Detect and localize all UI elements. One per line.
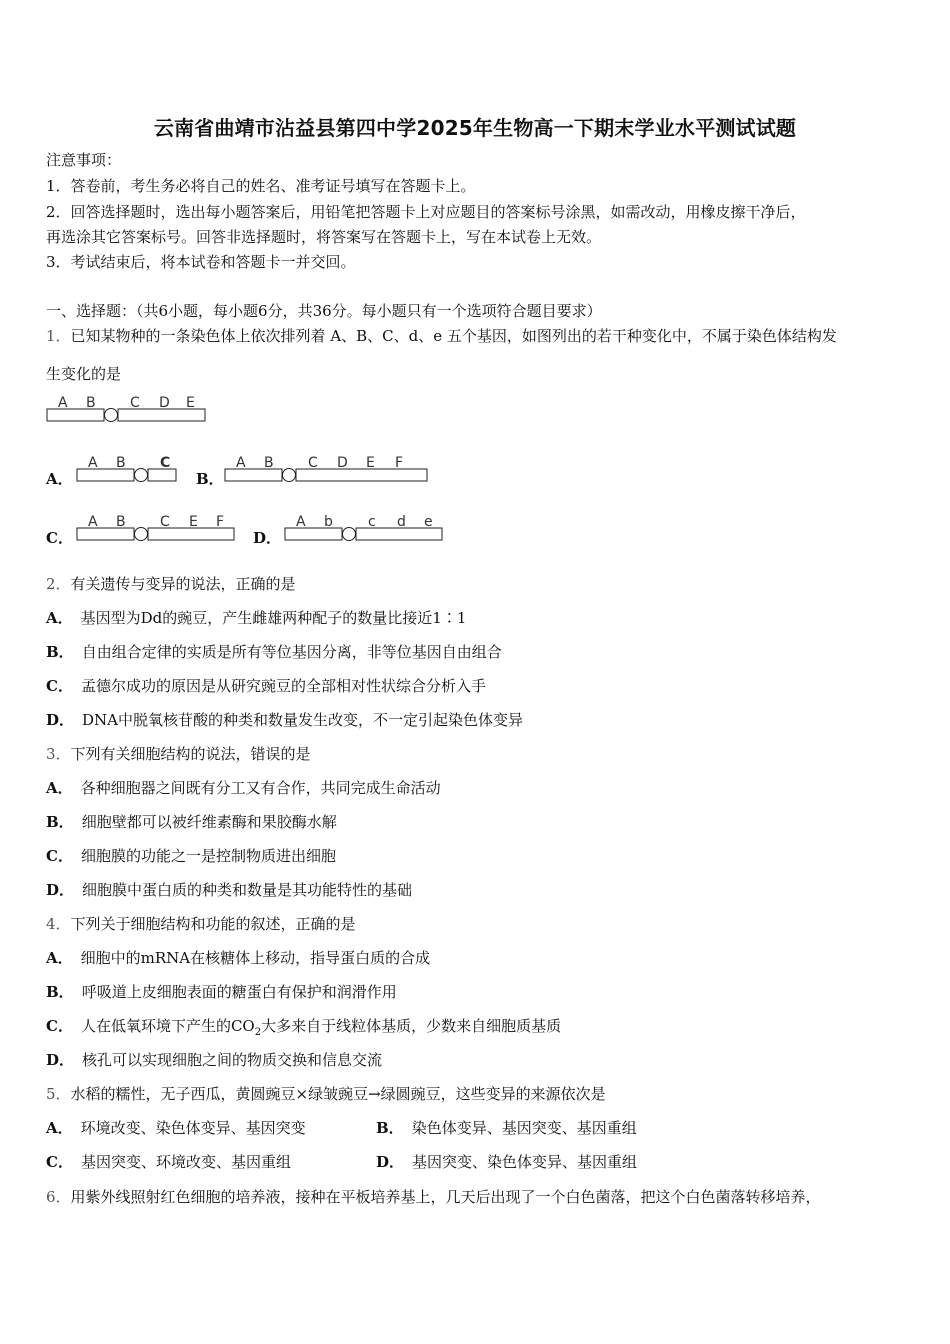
- option-text: 基因型为Dd的豌豆，产生雌雄两种配子的数量比接近1∶1: [80, 609, 467, 627]
- option-text: 大多来自于线粒体基质，少数来自细胞质基质: [261, 1017, 562, 1035]
- q3-option-a: [46, 778, 441, 798]
- option-label: C．: [46, 847, 73, 865]
- question-1-stem-line2: 生变化的是: [46, 365, 122, 383]
- q5-option-d: [376, 1152, 637, 1172]
- gene-label: A: [236, 455, 246, 471]
- gene-label: B: [116, 514, 126, 530]
- option-label: A．: [46, 1119, 73, 1137]
- q4-option-a: [46, 948, 430, 968]
- option-text: 染色体变异、基因突变、基因重组: [411, 1119, 637, 1137]
- chromosome-option-a: [76, 452, 186, 486]
- question-5-stem: [46, 1084, 606, 1104]
- q3-option-d: [46, 880, 412, 900]
- centromere: [105, 409, 118, 422]
- option-text: 细胞膜的功能之一是控制物质进出细胞: [80, 847, 336, 865]
- gene-label: A: [88, 455, 98, 471]
- gene-label: d: [397, 514, 406, 530]
- q1-option-a-label: A．: [46, 470, 73, 488]
- notice-item: 1．答卷前，考生务必将自己的姓名、准考证号填写在答题卡上。: [46, 177, 476, 195]
- option-label: D．: [46, 1051, 75, 1069]
- q2-option-c: [46, 676, 486, 696]
- gene-label: D: [159, 395, 170, 411]
- option-text: 细胞壁都可以被纤维素酶和果胶酶水解: [81, 813, 337, 831]
- section-heading: 一、选择题：（共6小题，每小题6分，共36分。每小题只有一个选项符合题目要求）: [46, 302, 602, 320]
- gene-label: C: [160, 455, 171, 471]
- gene-label: F: [395, 455, 404, 471]
- q4-option-d: [46, 1050, 382, 1070]
- question-number: 5．: [46, 1085, 71, 1103]
- question-stem-text: 有关遗传与变异的说法，正确的是: [70, 575, 296, 593]
- chromosome-original: [46, 392, 210, 426]
- gene-label: c: [368, 514, 376, 530]
- option-text: 呼吸道上皮细胞表面的糖蛋白有保护和润滑作用: [81, 983, 397, 1001]
- gene-label: C: [130, 395, 140, 411]
- option-label: A．: [46, 949, 73, 967]
- question-number: 4．: [46, 915, 71, 933]
- q5-option-a: [46, 1118, 306, 1138]
- option-label: A．: [46, 609, 73, 627]
- question-6-stem: [46, 1187, 821, 1207]
- option-label: C．: [46, 1153, 73, 1171]
- chromosome-arm-left: [285, 528, 342, 540]
- question-stem-text: 用紫外线照射红色细胞的培养液，接种在平板培养基上，几天后出现了一个白色菌落，把这个白色菌落转移培养，: [70, 1188, 821, 1206]
- question-1-stem: [46, 326, 837, 346]
- q4-option-c: [46, 1016, 561, 1043]
- question-number: 2．: [46, 575, 71, 593]
- gene-label: A: [296, 514, 306, 530]
- subscript: 2: [254, 1027, 262, 1038]
- question-number: 6．: [46, 1188, 71, 1206]
- centromere: [283, 469, 296, 482]
- q2-option-b: [46, 642, 502, 662]
- option-text: 人在低氧环境下产生的CO: [80, 1017, 255, 1035]
- q2-option-d: [46, 710, 523, 730]
- gene-label: E: [186, 395, 195, 411]
- notice-item: 2．回答选择题时，选出每小题答案后，用铅笔把答题卡上对应题目的答案标号涂黑，如需改动，用橡皮擦干净后，: [46, 203, 806, 221]
- option-text: DNA中脱氧核苷酸的种类和数量发生改变，不一定引起染色体变异: [82, 711, 524, 729]
- option-text: 核孔可以实现细胞之间的物质交换和信息交流: [82, 1051, 383, 1069]
- question-3-stem: [46, 744, 311, 764]
- q1-option-c-label: C．: [46, 529, 73, 547]
- option-label: D．: [376, 1153, 405, 1171]
- option-label: B．: [376, 1119, 404, 1137]
- option-label: A．: [46, 779, 73, 797]
- q4-option-b: [46, 982, 397, 1002]
- notice-item: 3．考试结束后，将本试卷和答题卡一并交回。: [46, 253, 356, 271]
- option-text: 自由组合定律的实质是所有等位基因分离，非等位基因自由组合: [81, 643, 502, 661]
- gene-label: C: [308, 455, 318, 471]
- chromosome-option-b: [224, 452, 434, 486]
- centromere: [135, 528, 148, 541]
- gene-label: C: [160, 514, 170, 530]
- gene-label: D: [337, 455, 348, 471]
- gene-label: E: [189, 514, 198, 530]
- gene-label: E: [366, 455, 375, 471]
- centromere: [343, 528, 356, 541]
- chromosome-option-c: [76, 511, 241, 545]
- notice-heading: 注意事项：: [46, 151, 122, 169]
- option-text: 孟德尔成功的原因是从研究豌豆的全部相对性状综合分析入手: [80, 677, 486, 695]
- gene-label: A: [58, 395, 68, 411]
- question-4-stem: [46, 914, 356, 934]
- question-number: 1．: [46, 327, 71, 345]
- option-text: 细胞膜中蛋白质的种类和数量是其功能特性的基础: [82, 881, 413, 899]
- question-stem-text: 下列有关细胞结构的说法，错误的是: [70, 745, 311, 763]
- q3-option-c: [46, 846, 336, 866]
- option-label: B．: [46, 813, 74, 831]
- gene-label: B: [264, 455, 274, 471]
- q1-option-b-label: B．: [196, 470, 224, 488]
- chromosome-option-d: [284, 511, 449, 545]
- gene-label: b: [324, 514, 333, 530]
- q3-option-b: [46, 812, 337, 832]
- option-text: 环境改变、染色体变异、基因突变: [80, 1119, 306, 1137]
- centromere: [135, 469, 148, 482]
- option-label: D．: [46, 881, 75, 899]
- question-1-stem-line1: 已知某物种的一条染色体上依次排列着 A、B、C、d、e 五个基因，如图列出的若干种变化中，不属于染色体结构发: [70, 327, 837, 345]
- option-label: C．: [46, 677, 73, 695]
- option-text: 细胞中的mRNA在核糖体上移动，指导蛋白质的合成: [80, 949, 431, 967]
- option-text: 基因突变、染色体变异、基因重组: [412, 1153, 638, 1171]
- question-2-stem: [46, 574, 296, 594]
- question-stem-text: 下列关于细胞结构和功能的叙述，正确的是: [70, 915, 356, 933]
- gene-label: e: [424, 514, 433, 530]
- q5-option-b: [376, 1118, 637, 1138]
- gene-label: F: [216, 514, 225, 530]
- option-label: C．: [46, 1017, 73, 1035]
- gene-label: B: [86, 395, 96, 411]
- q2-option-a: [46, 608, 466, 628]
- option-label: B．: [46, 643, 74, 661]
- question-number: 3．: [46, 745, 71, 763]
- q1-option-d-label: D．: [253, 529, 282, 547]
- option-text: 基因突变、环境改变、基因重组: [80, 1153, 291, 1171]
- option-label: D．: [46, 711, 75, 729]
- gene-label: A: [88, 514, 98, 530]
- option-label: B．: [46, 983, 74, 1001]
- gene-label: B: [116, 455, 126, 471]
- question-stem-text: 水稻的糯性，无子西瓜，黄圆豌豆×绿皱豌豆→绿圆豌豆，这些变异的来源依次是: [70, 1085, 606, 1103]
- notice-item: 再选涂其它答案标号。回答非选择题时，将答案写在答题卡上，写在本试卷上无效。: [46, 228, 602, 246]
- q5-option-c: [46, 1152, 291, 1172]
- option-text: 各种细胞器之间既有分工又有合作，共同完成生命活动: [80, 779, 441, 797]
- page-title: 云南省曲靖市沾益县第四中学2025年生物高一下期末学业水平测试试题: [153, 116, 797, 140]
